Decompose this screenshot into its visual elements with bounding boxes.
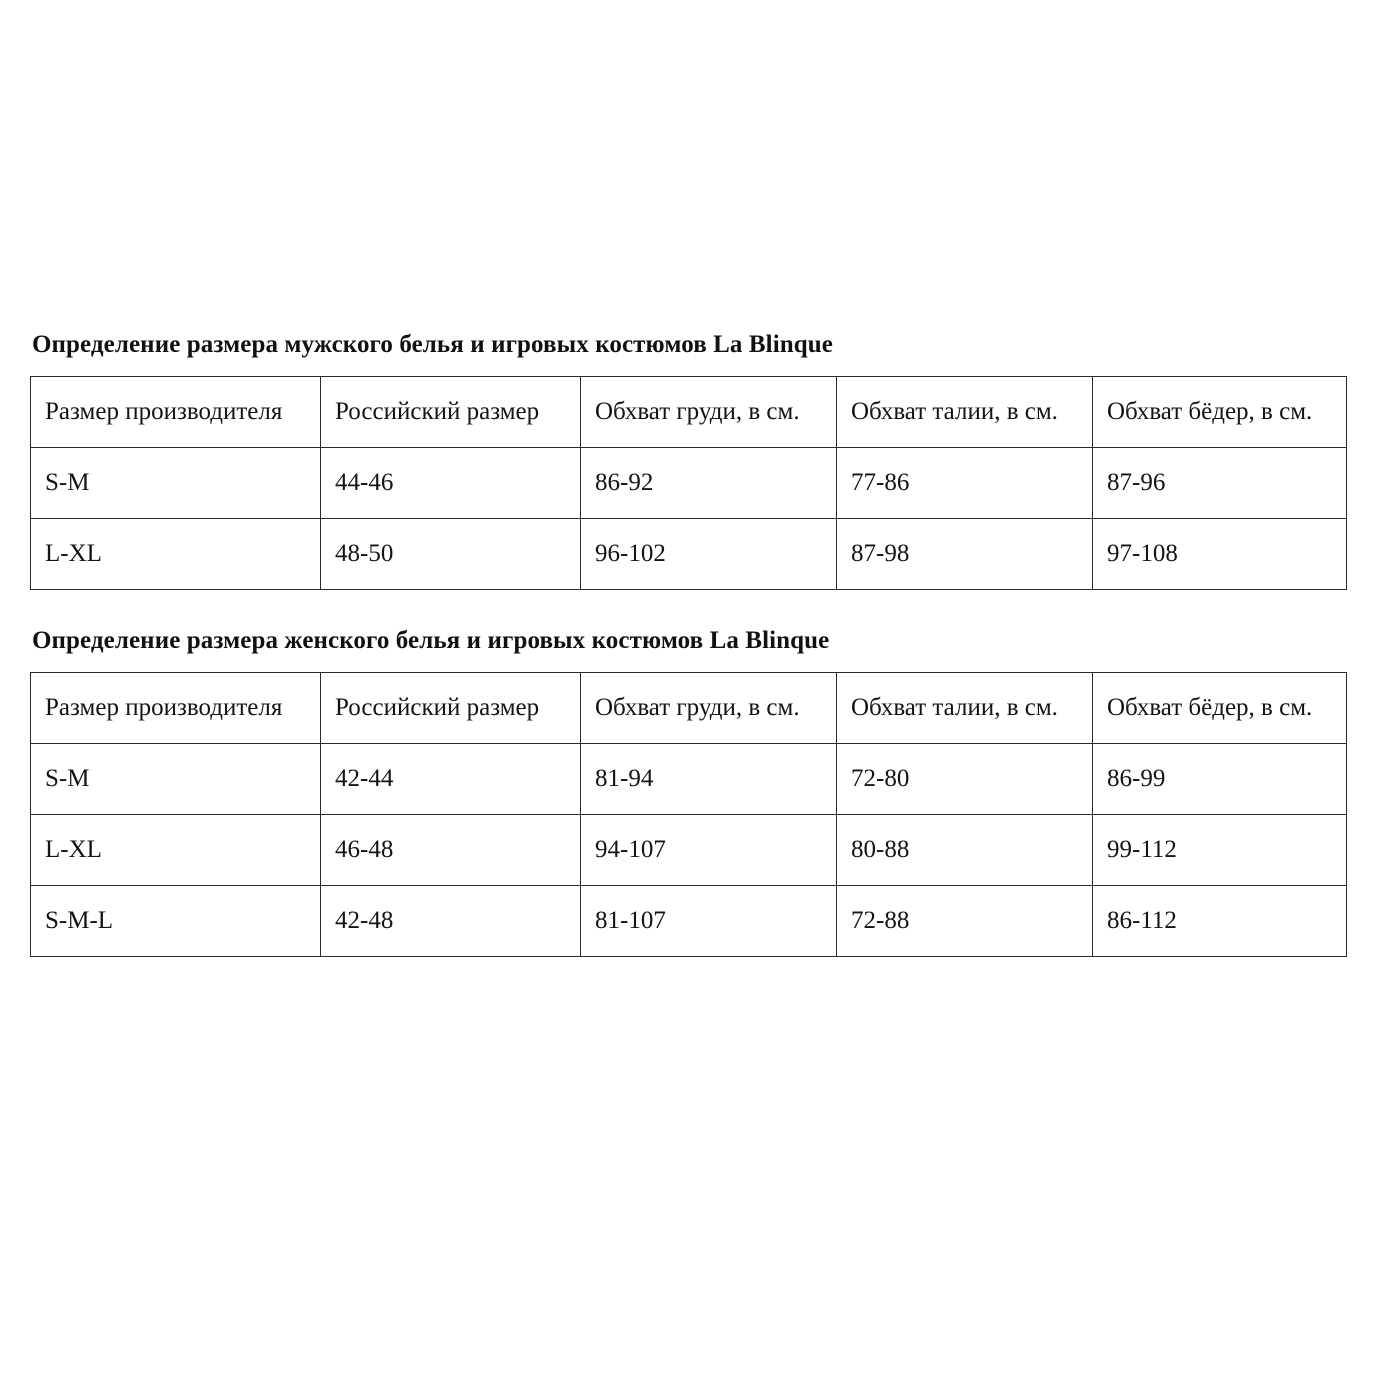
cell-hips: 86-112 <box>1093 886 1347 957</box>
column-header-manufacturer-size: Размер производителя <box>31 377 321 448</box>
cell-russian-size: 48-50 <box>321 519 581 590</box>
column-header-hips: Обхват бёдер, в см. <box>1093 377 1347 448</box>
column-header-waist: Обхват талии, в см. <box>837 673 1093 744</box>
cell-waist: 72-88 <box>837 886 1093 957</box>
column-header-chest: Обхват груди, в см. <box>581 377 837 448</box>
column-header-manufacturer-size: Размер производителя <box>31 673 321 744</box>
size-chart-document <box>30 330 1346 979</box>
table-row <box>31 519 1347 590</box>
cell-chest: 94-107 <box>581 815 837 886</box>
table-row <box>31 448 1347 519</box>
cell-hips: 87-96 <box>1093 448 1347 519</box>
mens-size-table <box>30 376 1347 590</box>
womens-size-table <box>30 672 1347 957</box>
cell-manufacturer-size: S-M-L <box>31 886 321 957</box>
column-header-hips: Обхват бёдер, в см. <box>1093 673 1347 744</box>
cell-hips: 99-112 <box>1093 815 1347 886</box>
cell-waist: 77-86 <box>837 448 1093 519</box>
cell-russian-size: 42-44 <box>321 744 581 815</box>
section-spacer <box>30 612 1346 626</box>
cell-russian-size: 42-48 <box>321 886 581 957</box>
cell-chest: 96-102 <box>581 519 837 590</box>
cell-waist: 80-88 <box>837 815 1093 886</box>
table-row <box>31 744 1347 815</box>
table-header-row <box>31 673 1347 744</box>
table-row <box>31 886 1347 957</box>
table-header-row <box>31 377 1347 448</box>
column-header-russian-size: Российский размер <box>321 377 581 448</box>
cell-russian-size: 46-48 <box>321 815 581 886</box>
cell-manufacturer-size: L-XL <box>31 815 321 886</box>
cell-manufacturer-size: S-M <box>31 448 321 519</box>
mens-size-section <box>30 330 1346 590</box>
womens-size-section <box>30 626 1346 957</box>
cell-russian-size: 44-46 <box>321 448 581 519</box>
table-row <box>31 815 1347 886</box>
cell-waist: 72-80 <box>837 744 1093 815</box>
column-header-chest: Обхват груди, в см. <box>581 673 837 744</box>
cell-waist: 87-98 <box>837 519 1093 590</box>
cell-chest: 81-94 <box>581 744 837 815</box>
cell-manufacturer-size: L-XL <box>31 519 321 590</box>
cell-hips: 86-99 <box>1093 744 1347 815</box>
mens-section-title: Определение размера мужского белья и игровых костюмов La Blinque <box>32 331 833 358</box>
cell-chest: 86-92 <box>581 448 837 519</box>
cell-hips: 97-108 <box>1093 519 1347 590</box>
column-header-russian-size: Российский размер <box>321 673 581 744</box>
womens-section-title: Определение размера женского белья и игровых костюмов La Blinque <box>32 627 830 654</box>
column-header-waist: Обхват талии, в см. <box>837 377 1093 448</box>
cell-manufacturer-size: S-M <box>31 744 321 815</box>
cell-chest: 81-107 <box>581 886 837 957</box>
